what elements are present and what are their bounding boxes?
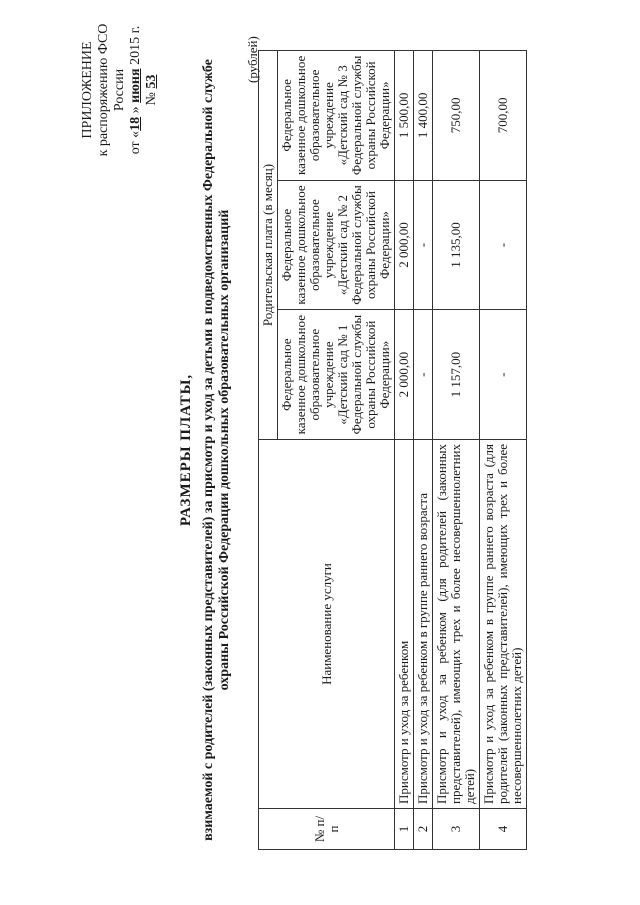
row-fee-3: 1 400,00 <box>414 51 433 181</box>
date-prefix: от « <box>128 130 143 155</box>
table-row <box>480 51 527 850</box>
row-fee-1: - <box>414 310 433 440</box>
appendix-date <box>128 15 144 165</box>
row-fee-1: 1 157,00 <box>433 310 480 440</box>
document-title <box>178 50 233 850</box>
title-main: РАЗМЕРЫ ПЛАТЫ, <box>178 373 194 527</box>
row-fee-2: 1 135,00 <box>433 180 480 310</box>
table-row <box>414 51 433 850</box>
row-fee-2: 2 000,00 <box>395 180 414 310</box>
row-service: Присмотр и уход за ребенком (для родителей (законных представителей), имеющих трех и более несовершеннолетних детей) <box>433 440 480 809</box>
row-service: Присмотр и уход за ребенком в группе раннего возраста (для родителей (законных представителей), имеющих трех и более несовершеннолетних детей) <box>480 440 527 809</box>
title-subtitle: взимаемой с родителей (законных представителей) за присмотр и уход за детьми в подведомственных Федеральной службе охраны Российской Федерации дошкольных образовательных организаций <box>201 59 232 841</box>
col-header-fee-group: Родительская плата (в месяц) <box>259 51 278 440</box>
row-num: 2 <box>414 809 433 850</box>
row-service: Присмотр и уход за ребенком <box>395 440 414 809</box>
row-num: 1 <box>395 809 414 850</box>
date-mid: » <box>128 106 143 114</box>
institution-1: Федеральное казенное дошкольное образовательное учреждение «Детский сад № 1 Федеральной службы охраны Российской Федерации» <box>278 310 395 440</box>
fees-table <box>258 50 527 850</box>
row-fee-1: 2 000,00 <box>395 310 414 440</box>
row-fee-2: - <box>414 180 433 310</box>
row-fee-1: - <box>480 310 527 440</box>
col-header-name: Наименование услуги <box>259 440 395 809</box>
row-fee-3: 1 500,00 <box>395 51 414 181</box>
col-header-num: № п/п <box>259 809 395 850</box>
appendix-header <box>80 15 160 165</box>
institution-2: Федеральное казенное дошкольное образовательное учреждение «Детский сад № 2 Федеральной службы охраны Российской Федерации» <box>278 180 395 310</box>
row-num: 3 <box>433 809 480 850</box>
row-fee-3: 700,00 <box>480 51 527 181</box>
appendix-number <box>144 15 160 165</box>
number-prefix: № <box>144 92 159 106</box>
table-header-row <box>259 51 278 850</box>
date-month: июня <box>128 68 143 103</box>
institution-3: Федеральное казенное дошкольное образовательное учреждение «Детский сад № 3 Федеральной службы охраны Российской Федерации» <box>278 51 395 181</box>
row-fee-2: - <box>480 180 527 310</box>
date-year: 2015 г. <box>128 25 143 65</box>
number-value: 53 <box>144 74 159 89</box>
row-num: 4 <box>480 809 527 850</box>
appendix-order-ref: к распоряжению ФСО России <box>96 23 127 157</box>
row-service: Присмотр и уход за ребенком в группе раннего возраста <box>414 440 433 809</box>
table-row <box>395 51 414 850</box>
appendix-label: ПРИЛОЖЕНИЕ <box>80 41 95 139</box>
date-day: 18 <box>128 116 143 131</box>
currency-unit: (рублей) <box>245 36 260 83</box>
row-fee-3: 750,00 <box>433 51 480 181</box>
table-row <box>433 51 480 850</box>
